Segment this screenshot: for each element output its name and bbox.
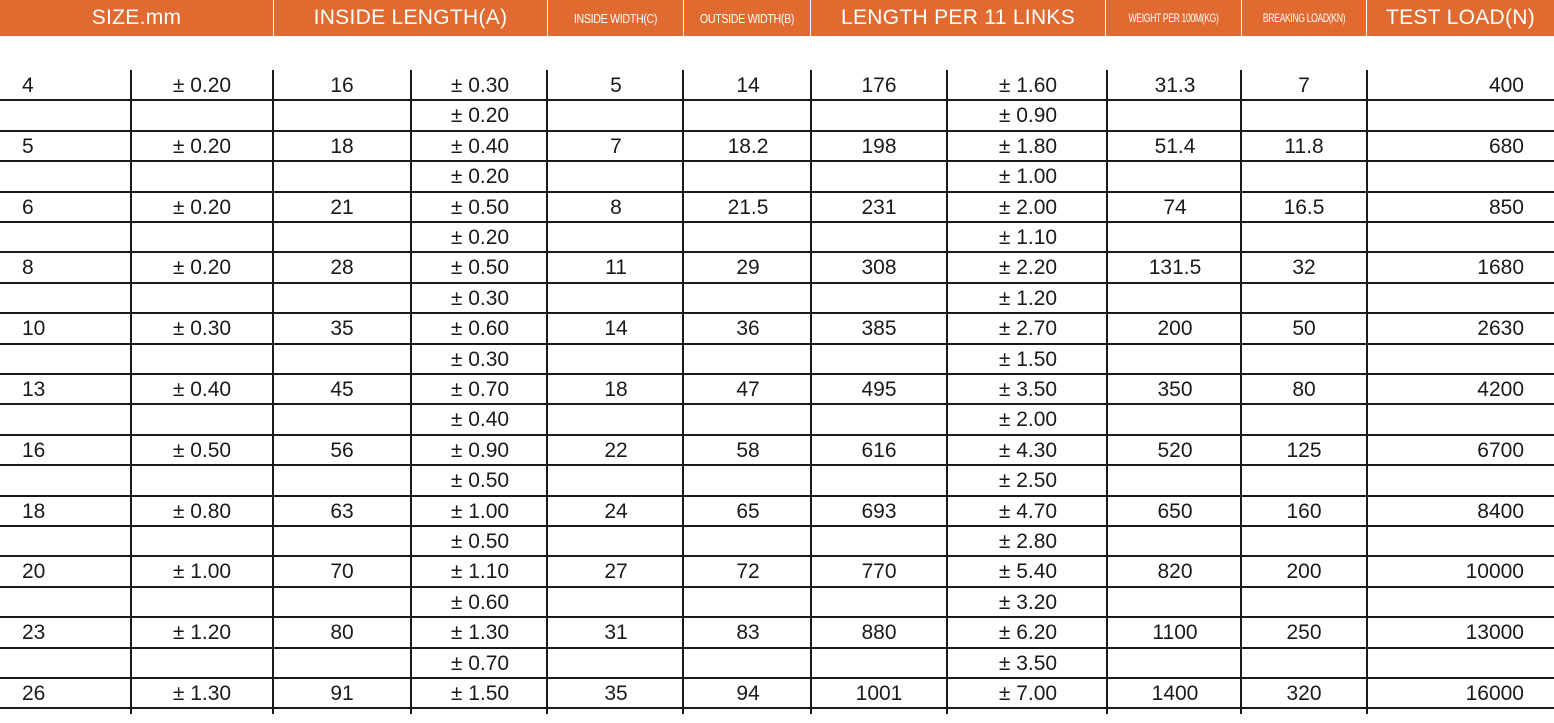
cell-test-load: 1680 bbox=[1477, 256, 1524, 280]
cell-test-load: 10000 bbox=[1465, 560, 1524, 584]
cell-breaking-load bbox=[1242, 526, 1366, 556]
cell-size-tolerance: ± 0.50 bbox=[172, 438, 232, 462]
cell-weight-per-100m bbox=[1108, 222, 1242, 252]
cell-inside-width: 7 bbox=[610, 134, 622, 158]
table-row bbox=[0, 648, 1554, 678]
table-row bbox=[0, 344, 1554, 374]
cell-length-per-11-links bbox=[812, 161, 946, 191]
cell-size-tolerance bbox=[132, 404, 272, 434]
cell-inside-length bbox=[274, 283, 410, 313]
cell-test-load: 850 bbox=[1488, 195, 1524, 219]
cell-size bbox=[0, 648, 130, 678]
cell-inside-length: 80 bbox=[330, 621, 354, 645]
column-rule bbox=[946, 70, 948, 714]
cell-inside-width: 27 bbox=[604, 560, 628, 584]
cell-inside-length bbox=[274, 465, 410, 495]
column-rule bbox=[1366, 70, 1368, 714]
cell-inside-length: 21 bbox=[330, 195, 354, 219]
cell-inside-width: 31 bbox=[604, 621, 628, 645]
table-row bbox=[0, 313, 1554, 343]
cell-inside-length-tolerance: ± 1.50 bbox=[450, 682, 510, 705]
table-row bbox=[0, 70, 1554, 100]
cell-inside-length: 70 bbox=[330, 560, 354, 584]
cell-inside-length-tolerance: ± 0.60 bbox=[450, 590, 510, 614]
cell-length-tolerance: ± 3.50 bbox=[998, 651, 1058, 675]
cell-inside-length bbox=[274, 100, 410, 130]
cell-size-tolerance: ± 0.80 bbox=[172, 499, 232, 523]
column-rule bbox=[546, 70, 548, 714]
cell-breaking-load: 32 bbox=[1292, 256, 1316, 280]
cell-weight-per-100m: 520 bbox=[1157, 438, 1193, 462]
cell-weight-per-100m bbox=[1108, 283, 1242, 313]
cell-length-tolerance: ± 0.90 bbox=[998, 104, 1058, 128]
cell-length-tolerance: ± 1.00 bbox=[998, 165, 1058, 189]
cell-size-tolerance bbox=[132, 222, 272, 252]
cell-length-per-11-links: 693 bbox=[861, 499, 897, 523]
cell-length-per-11-links bbox=[812, 526, 946, 556]
cell-length-per-11-links bbox=[812, 283, 946, 313]
cell-length-tolerance: ± 3.50 bbox=[998, 378, 1058, 401]
cell-outside-width bbox=[684, 161, 812, 191]
cell-inside-length-tolerance: ± 0.60 bbox=[450, 317, 510, 341]
cell-length-tolerance: ± 2.00 bbox=[998, 195, 1058, 219]
cell-size: 5 bbox=[22, 134, 34, 158]
cell-test-load bbox=[1368, 283, 1554, 313]
cell-inside-width bbox=[548, 222, 684, 252]
table-row bbox=[0, 161, 1554, 191]
cell-length-per-11-links bbox=[812, 344, 946, 374]
table-row bbox=[0, 404, 1554, 434]
cell-weight-per-100m: 1100 bbox=[1152, 621, 1198, 645]
cell-weight-per-100m bbox=[1108, 587, 1242, 617]
cell-size bbox=[0, 222, 130, 252]
cell-size-tolerance bbox=[132, 344, 272, 374]
cell-breaking-load bbox=[1242, 648, 1366, 678]
cell-breaking-load bbox=[1242, 404, 1366, 434]
cell-weight-per-100m: 51.4 bbox=[1154, 134, 1196, 158]
header-weight: WEIGHT PER 100M(KG) bbox=[1128, 11, 1219, 25]
cell-outside-width: 65 bbox=[736, 499, 760, 523]
cell-inside-length-tolerance: ± 0.20 bbox=[450, 104, 510, 128]
cell-length-per-11-links: 495 bbox=[861, 378, 897, 401]
cell-test-load bbox=[1368, 161, 1554, 191]
cell-breaking-load bbox=[1242, 100, 1366, 130]
column-rule bbox=[272, 70, 274, 714]
cell-weight-per-100m: 350 bbox=[1157, 378, 1193, 401]
header-inside-width: INSIDE WIDTH(C) bbox=[573, 10, 658, 26]
cell-breaking-load: 200 bbox=[1286, 560, 1322, 584]
cell-outside-width: 18.2 bbox=[727, 134, 769, 158]
cell-inside-length-tolerance: ± 0.30 bbox=[450, 286, 510, 310]
cell-inside-width bbox=[548, 100, 684, 130]
cell-size-tolerance bbox=[132, 526, 272, 556]
cell-outside-width: 29 bbox=[736, 256, 760, 280]
cell-inside-length-tolerance: ± 0.20 bbox=[450, 226, 510, 249]
cell-inside-length: 35 bbox=[330, 317, 354, 341]
cell-inside-length-tolerance: ± 1.10 bbox=[450, 560, 510, 584]
cell-length-per-11-links: 176 bbox=[861, 74, 897, 97]
cell-outside-width: 83 bbox=[736, 621, 760, 645]
table-row bbox=[0, 587, 1554, 617]
cell-size: 6 bbox=[22, 195, 34, 219]
cell-length-per-11-links bbox=[812, 587, 946, 617]
cell-size-tolerance: ± 0.20 bbox=[172, 256, 232, 280]
cell-test-load: 8400 bbox=[1477, 499, 1524, 523]
cell-breaking-load: 7 bbox=[1298, 74, 1310, 97]
cell-breaking-load: 80 bbox=[1292, 378, 1316, 401]
cell-weight-per-100m bbox=[1108, 526, 1242, 556]
cell-length-per-11-links bbox=[812, 100, 946, 130]
cell-length-tolerance: ± 1.60 bbox=[998, 74, 1058, 97]
cell-size: 8 bbox=[22, 256, 34, 280]
cell-size-tolerance: ± 0.20 bbox=[172, 74, 232, 97]
cell-length-tolerance: ± 4.70 bbox=[998, 499, 1058, 523]
cell-inside-length: 56 bbox=[330, 438, 354, 462]
cell-inside-length-tolerance: ± 0.50 bbox=[450, 256, 510, 280]
cell-size bbox=[0, 404, 130, 434]
cell-inside-width: 18 bbox=[604, 378, 628, 401]
cell-length-tolerance: ± 2.80 bbox=[998, 530, 1058, 553]
cell-inside-width: 35 bbox=[604, 682, 628, 705]
cell-size: 13 bbox=[22, 378, 46, 401]
cell-size-tolerance bbox=[132, 465, 272, 495]
table-row bbox=[0, 678, 1554, 708]
cell-weight-per-100m: 650 bbox=[1157, 499, 1193, 523]
cell-inside-length bbox=[274, 648, 410, 678]
cell-length-tolerance: ± 2.20 bbox=[998, 256, 1058, 280]
cell-size-tolerance: ± 0.20 bbox=[172, 134, 232, 158]
cell-outside-width: 36 bbox=[736, 317, 760, 341]
cell-inside-length-tolerance: ± 1.00 bbox=[450, 499, 510, 523]
cell-inside-length-tolerance: ± 0.40 bbox=[450, 408, 510, 432]
cell-size-tolerance bbox=[132, 648, 272, 678]
header-length-per-11-links: LENGTH PER 11 LINKS bbox=[840, 6, 1076, 29]
cell-inside-width bbox=[548, 526, 684, 556]
cell-size-tolerance: ± 1.30 bbox=[172, 682, 232, 705]
cell-weight-per-100m: 200 bbox=[1157, 317, 1193, 341]
row-rule bbox=[0, 707, 1554, 709]
cell-weight-per-100m bbox=[1108, 465, 1242, 495]
cell-inside-width bbox=[548, 648, 684, 678]
cell-length-per-11-links: 770 bbox=[861, 560, 897, 584]
cell-size bbox=[0, 100, 130, 130]
cell-test-load bbox=[1368, 100, 1554, 130]
cell-size-tolerance: ± 0.30 bbox=[172, 317, 232, 341]
cell-inside-width: 8 bbox=[610, 195, 622, 219]
cell-test-load bbox=[1368, 526, 1554, 556]
cell-size-tolerance: ± 0.40 bbox=[172, 378, 232, 401]
header-inside-length: INSIDE LENGTH(A) bbox=[313, 6, 508, 29]
cell-inside-length-tolerance: ± 0.70 bbox=[450, 651, 510, 675]
cell-weight-per-100m bbox=[1108, 161, 1242, 191]
cell-outside-width: 58 bbox=[736, 438, 760, 462]
column-rule bbox=[810, 70, 812, 714]
cell-weight-per-100m bbox=[1108, 344, 1242, 374]
cell-length-tolerance: ± 2.70 bbox=[998, 317, 1058, 341]
cell-test-load: 4200 bbox=[1477, 378, 1524, 401]
cell-inside-width: 11 bbox=[605, 256, 627, 280]
cell-breaking-load bbox=[1242, 161, 1366, 191]
cell-length-per-11-links: 385 bbox=[861, 317, 897, 341]
cell-inside-length bbox=[274, 587, 410, 617]
table-row bbox=[0, 465, 1554, 495]
cell-inside-length: 28 bbox=[330, 256, 354, 280]
cell-size-tolerance bbox=[132, 161, 272, 191]
cell-outside-width: 21.5 bbox=[727, 195, 769, 219]
cell-size: 23 bbox=[22, 621, 46, 645]
cell-outside-width bbox=[684, 100, 812, 130]
cell-length-per-11-links: 616 bbox=[861, 438, 897, 462]
cell-inside-length-tolerance: ± 0.20 bbox=[450, 165, 510, 189]
cell-length-tolerance: ± 4.30 bbox=[998, 438, 1058, 462]
cell-length-tolerance: ± 1.10 bbox=[998, 226, 1058, 249]
cell-length-per-11-links: 198 bbox=[861, 134, 897, 158]
header-size: SIZE.mm bbox=[91, 6, 182, 29]
cell-inside-length-tolerance: ± 0.50 bbox=[450, 530, 510, 553]
cell-outside-width bbox=[684, 344, 812, 374]
cell-inside-length: 18 bbox=[330, 134, 354, 158]
header-outside-width: OUTSIDE WIDTH(B) bbox=[699, 10, 795, 26]
cell-inside-length: 45 bbox=[330, 378, 354, 401]
cell-outside-width bbox=[684, 648, 812, 678]
cell-length-tolerance: ± 7.00 bbox=[998, 682, 1058, 705]
cell-length-tolerance: ± 1.20 bbox=[998, 286, 1058, 310]
cell-size bbox=[0, 587, 130, 617]
cell-inside-width bbox=[548, 161, 684, 191]
cell-outside-width: 47 bbox=[736, 378, 760, 401]
cell-size bbox=[0, 465, 130, 495]
cell-length-per-11-links: 231 bbox=[861, 195, 897, 219]
cell-inside-width: 14 bbox=[604, 317, 628, 341]
table-row bbox=[0, 617, 1554, 647]
cell-weight-per-100m: 31.3 bbox=[1154, 74, 1196, 97]
cell-breaking-load: 320 bbox=[1286, 682, 1322, 705]
cell-length-tolerance: ± 3.20 bbox=[998, 590, 1058, 614]
cell-inside-width bbox=[548, 587, 684, 617]
table-row bbox=[0, 131, 1554, 161]
cell-test-load: 680 bbox=[1488, 134, 1524, 158]
cell-outside-width bbox=[684, 526, 812, 556]
cell-size-tolerance bbox=[132, 100, 272, 130]
cell-length-tolerance: ± 2.00 bbox=[998, 408, 1058, 432]
cell-size-tolerance bbox=[132, 283, 272, 313]
cell-breaking-load bbox=[1242, 465, 1366, 495]
column-rule bbox=[1240, 70, 1242, 714]
cell-weight-per-100m: 820 bbox=[1157, 560, 1193, 584]
cell-size: 18 bbox=[22, 499, 46, 523]
cell-weight-per-100m bbox=[1108, 648, 1242, 678]
table-row bbox=[0, 526, 1554, 556]
table-row bbox=[0, 100, 1554, 130]
cell-inside-length: 63 bbox=[330, 499, 354, 523]
cell-size-tolerance bbox=[132, 587, 272, 617]
cell-length-tolerance: ± 6.20 bbox=[998, 621, 1058, 645]
cell-breaking-load bbox=[1242, 344, 1366, 374]
cell-size: 4 bbox=[22, 74, 34, 97]
cell-weight-per-100m: 1400 bbox=[1151, 682, 1199, 705]
cell-size-tolerance: ± 0.20 bbox=[172, 195, 232, 219]
cell-breaking-load: 50 bbox=[1292, 317, 1316, 341]
cell-test-load bbox=[1368, 648, 1554, 678]
cell-breaking-load: 250 bbox=[1286, 621, 1322, 645]
cell-inside-length-tolerance: ± 0.50 bbox=[450, 195, 510, 219]
table-row bbox=[0, 556, 1554, 586]
cell-inside-width bbox=[548, 404, 684, 434]
cell-inside-length-tolerance: ± 0.30 bbox=[450, 74, 510, 97]
header-breaking-load: BREAKING LOAD(KN) bbox=[1262, 11, 1346, 25]
cell-inside-length-tolerance: ± 0.40 bbox=[450, 134, 510, 158]
cell-outside-width bbox=[684, 587, 812, 617]
cell-inside-length bbox=[274, 161, 410, 191]
cell-size: 20 bbox=[22, 560, 46, 584]
cell-inside-width bbox=[548, 283, 684, 313]
cell-length-per-11-links bbox=[812, 222, 946, 252]
cell-inside-length bbox=[274, 344, 410, 374]
cell-breaking-load bbox=[1242, 587, 1366, 617]
cell-outside-width: 94 bbox=[736, 682, 760, 705]
header-test-load: TEST LOAD(N) bbox=[1385, 6, 1536, 29]
cell-outside-width bbox=[684, 465, 812, 495]
cell-size: 16 bbox=[22, 438, 46, 462]
column-rule bbox=[410, 70, 412, 714]
cell-test-load bbox=[1368, 344, 1554, 374]
column-rule bbox=[1106, 70, 1108, 714]
cell-size-tolerance: ± 1.00 bbox=[172, 560, 232, 584]
cell-test-load bbox=[1368, 465, 1554, 495]
cell-inside-length-tolerance: ± 0.90 bbox=[450, 438, 510, 462]
cell-breaking-load bbox=[1242, 283, 1366, 313]
cell-breaking-load: 11.8 bbox=[1284, 134, 1324, 158]
cell-test-load: 2630 bbox=[1477, 317, 1524, 341]
cell-test-load bbox=[1368, 404, 1554, 434]
cell-breaking-load: 16.5 bbox=[1283, 195, 1325, 219]
cell-outside-width bbox=[684, 404, 812, 434]
table-row bbox=[0, 283, 1554, 313]
cell-outside-width: 72 bbox=[736, 560, 760, 584]
cell-weight-per-100m bbox=[1108, 100, 1242, 130]
cell-length-tolerance: ± 1.80 bbox=[998, 134, 1058, 158]
cell-breaking-load: 125 bbox=[1286, 438, 1322, 462]
cell-size: 26 bbox=[22, 682, 46, 705]
cell-length-per-11-links: 308 bbox=[861, 256, 897, 280]
cell-breaking-load: 160 bbox=[1286, 499, 1322, 523]
table-row bbox=[0, 496, 1554, 526]
cell-weight-per-100m: 131.5 bbox=[1148, 256, 1202, 280]
cell-length-per-11-links bbox=[812, 404, 946, 434]
table-row bbox=[0, 374, 1554, 404]
cell-length-tolerance: ± 5.40 bbox=[998, 560, 1058, 584]
cell-inside-length-tolerance: ± 0.70 bbox=[450, 378, 510, 401]
cell-size bbox=[0, 161, 130, 191]
cell-inside-width: 5 bbox=[610, 74, 622, 97]
cell-outside-width: 14 bbox=[736, 74, 760, 97]
column-rule bbox=[130, 70, 132, 714]
cell-inside-width: 22 bbox=[604, 438, 628, 462]
cell-size bbox=[0, 526, 130, 556]
cell-inside-length-tolerance: ± 0.50 bbox=[450, 469, 510, 493]
cell-length-per-11-links: 880 bbox=[861, 621, 897, 645]
table-row bbox=[0, 222, 1554, 252]
cell-test-load bbox=[1368, 587, 1554, 617]
cell-test-load bbox=[1368, 222, 1554, 252]
cell-size-tolerance: ± 1.20 bbox=[172, 621, 232, 645]
cell-inside-length-tolerance: ± 1.30 bbox=[450, 621, 510, 645]
cell-inside-length bbox=[274, 526, 410, 556]
cell-inside-length-tolerance: ± 0.30 bbox=[450, 347, 510, 371]
cell-breaking-load bbox=[1242, 222, 1366, 252]
cell-weight-per-100m: 74 bbox=[1163, 195, 1187, 219]
cell-inside-width: 24 bbox=[604, 499, 628, 523]
table-row bbox=[0, 252, 1554, 282]
cell-length-per-11-links bbox=[812, 465, 946, 495]
cell-test-load: 13000 bbox=[1465, 621, 1524, 645]
cell-size bbox=[0, 283, 130, 313]
cell-inside-length bbox=[274, 404, 410, 434]
cell-outside-width bbox=[684, 283, 812, 313]
cell-size bbox=[0, 344, 130, 374]
cell-weight-per-100m bbox=[1108, 404, 1242, 434]
cell-length-per-11-links bbox=[812, 648, 946, 678]
cell-inside-length bbox=[274, 222, 410, 252]
cell-test-load: 6700 bbox=[1477, 438, 1524, 462]
column-rule bbox=[682, 70, 684, 714]
cell-test-load: 16000 bbox=[1465, 682, 1524, 705]
cell-outside-width bbox=[684, 222, 812, 252]
cell-inside-width bbox=[548, 344, 684, 374]
cell-inside-width bbox=[548, 465, 684, 495]
cell-size: 10 bbox=[22, 317, 46, 341]
cell-length-tolerance: ± 1.50 bbox=[998, 347, 1058, 371]
table-row bbox=[0, 435, 1554, 465]
cell-test-load: 400 bbox=[1488, 74, 1524, 97]
table-row bbox=[0, 192, 1554, 222]
cell-inside-length: 16 bbox=[330, 74, 354, 97]
cell-inside-length: 91 bbox=[330, 682, 354, 705]
cell-length-tolerance: ± 2.50 bbox=[998, 469, 1058, 493]
cell-length-per-11-links: 1001 bbox=[855, 682, 903, 705]
